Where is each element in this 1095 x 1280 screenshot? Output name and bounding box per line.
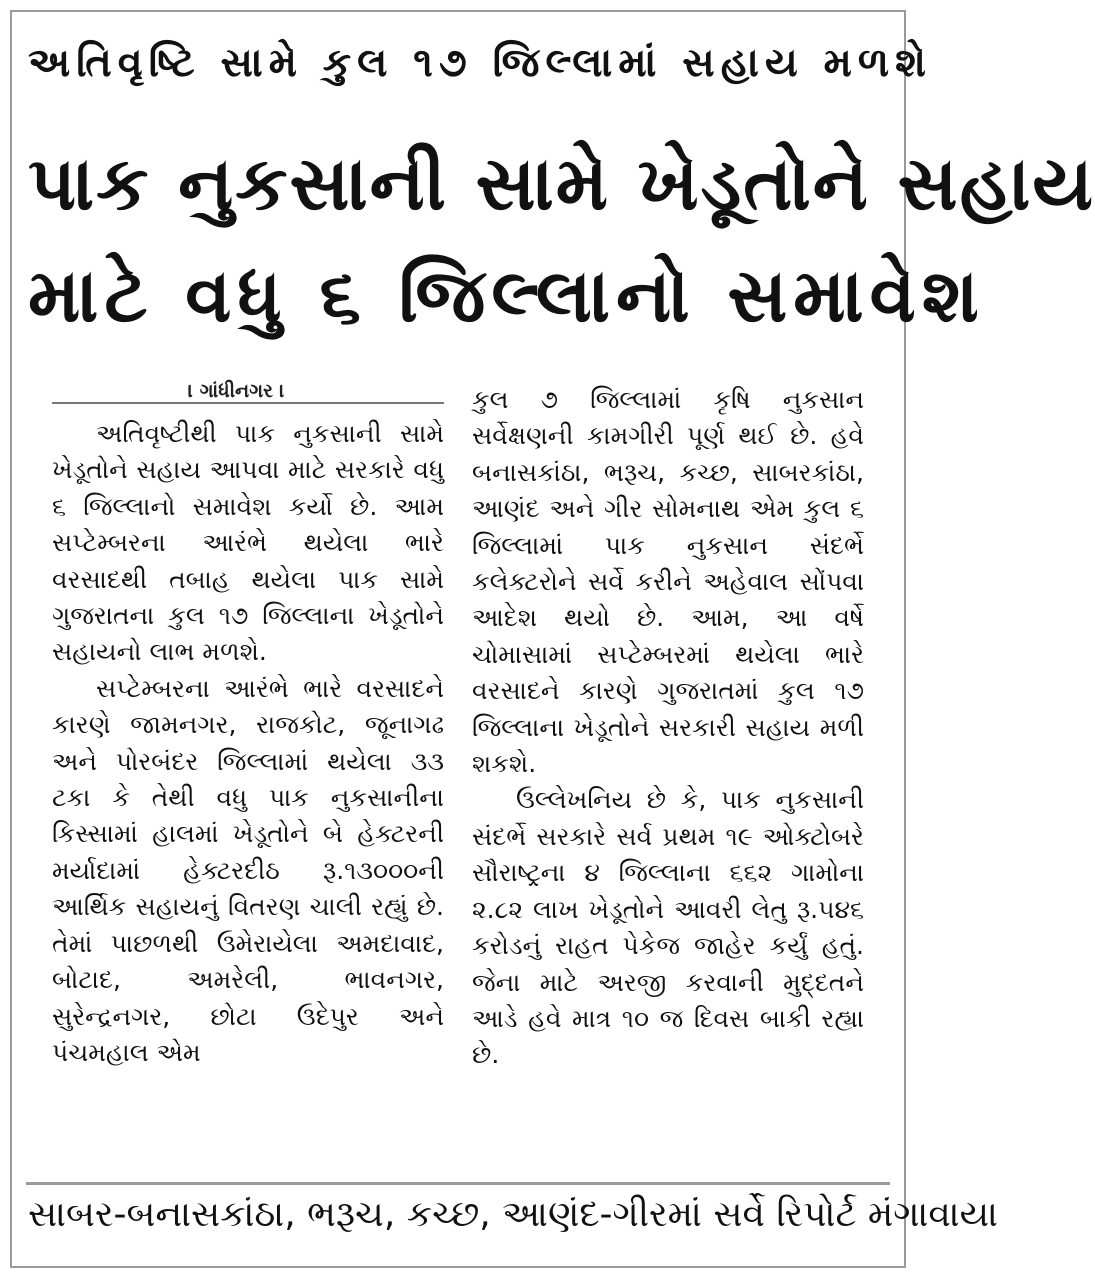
right-paragraph-2: ઉલ્લેખનિય છે કે, પાક નુકસાની સંદર્ભે સરકારે સર્વ પ્રથમ ૧૯ ઓક્ટોબરે સૌરાષ્ટ્રના ૪ જિલ્લાના ૬૬૨ ગામોના ૨.૮૨ લાખ ખેડૂતોને આવરી લેતુ રૂ.૫૪૬ કરોડનું રાહત પેકેજ જાહેર કર્યું હતું. જેના માટે અરજી કરવાની મુદ્દતને આડે હવે માત્ર ૧૦ જ દિવસ બાકી રહ્યા છે. bbox=[472, 785, 864, 1070]
main-headline-line-2: માટે વધુ ૬ જિલ્લાનો સમાવેશ bbox=[28, 253, 985, 339]
dateline-row bbox=[52, 380, 444, 408]
dateline-rule bbox=[52, 402, 444, 404]
left-paragraph-2: સપ્ટેમ્બરના આરંભે ભારે વરસાદને કારણે જામનગર, રાજકોટ, જૂનાગઢ અને પોરબંદર જિલ્લામાં થયેલા ૩૩ ટકા કે તેથી વધુ પાક નુકસાનીના કિસ્સામાં હાલમાં ખેડૂતોને બે હેક્ટરની મર્યાદામાં હેક્ટરદીઠ રૂ.૧૩૦૦૦ની આર્થિક સહાયનું વિતરણ ચાલી રહ્યું છે. તેમાં પાછળથી ઉમેરાયેલા અમદાવાદ, બોટાદ, અમરેલી, ભાવનગર, સુરેન્દ્રનગર, છોટા ઉદેપુર અને પંચમહાલ એમ bbox=[52, 673, 444, 1067]
footer-divider bbox=[26, 1182, 890, 1185]
article-column-left bbox=[52, 416, 444, 1071]
footer-subheadline: સાબર-બનાસકાંઠા, ભરૂચ, કચ્છ, આણંદ-ગીરમાં સર્વે રિપોર્ટ મંગાવાયા bbox=[28, 1194, 998, 1235]
article-column-right bbox=[472, 382, 864, 1074]
dateline: । ગાંધીનગર । bbox=[182, 380, 291, 402]
article-frame bbox=[10, 10, 1095, 1268]
kicker-headline: અતિવૃષ્ટિ સામે કુલ ૧૭ જિલ્લામાં સહાય મળશે bbox=[28, 40, 932, 86]
right-paragraph-1: કુલ ૭ જિલ્લામાં કૃષિ નુકસાન સર્વેક્ષણની કામગીરી પૂર્ણ થઈ છે. હવે બનાસકાંઠા, ભરૂચ, કચ્છ, સાબરકાંઠા, આણંદ અને ગીર સોમનાથ એમ કુલ ૬ જિલ્લામાં પાક નુકસાન સંદર્ભે કલેક્ટરોને સર્વે કરીને અહેવાલ સોંપવા આદેશ થયો છે. આમ, આ વર્ષે ચોમાસામાં સપ્ટેમ્બરમાં થયેલા ભારે વરસાદને કારણે ગુજરાતમાં કુલ ૧૭ જિલ્લાના ખેડૂતોને સરકારી સહાય મળી શકશે. bbox=[472, 385, 864, 779]
left-paragraph-1: અતિવૃષ્ટીથી પાક નુકસાની સામે ખેડૂતોને સહાય આપવા માટે સરકારે વધુ ૬ જિલ્લાનો સમાવેશ કર્યો છે. આમ સપ્ટેમ્બરના આરંભે થયેલા ભારે વરસાદથી તબાહ થયેલા પાક સામે ગુજરાતના કુલ ૧૭ જિલ્લાના ખેડૂતોને સહાયનો લાભ મળશે. bbox=[52, 419, 444, 667]
main-headline-line-1: પાક નુકસાની સામે ખેડૂતોને સહાય bbox=[28, 141, 1095, 227]
